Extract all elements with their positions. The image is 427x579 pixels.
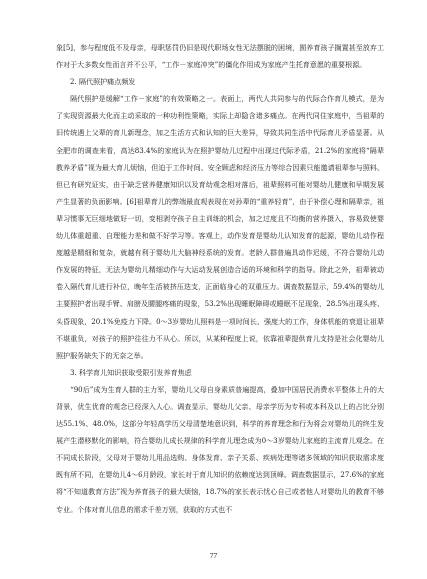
section-heading-2: 2. 隔代照护痛点频发 (70, 77, 136, 87)
paragraph-intergenerational-care: 隔代照护是缓解“工作－家庭”的有效策略之一。表面上，两代人共同参与的代际合作育儿模式，是为了实现资源最大化而主动采取的一种功利性策略，实际上却隐含诸多痛点。在两代同住家庭中，当祖辈的旧传统遇上父辈的育儿新理念，加之生活方式和认知的巨大差异，导致共同生活中代际育儿矛盾显著。从全肥市的调查来看，高达83.4%的家庭认为在照护婴幼儿过程中出现过代际矛盾，21.2%的家庭将“隔辈教养矛盾”视为最大育儿烦恼，但迫于工作时间、安全顾虑和经济压力等综合因素只能邀请祖辈参与照料。但已有研究证实，由于缺乏营养健康知识以及育幼观念相对落后，祖辈照料可能对婴幼儿健康和早期发展产生显著的负面影响。[6]祖辈育儿的弊端最直观表现在对孙辈的“重养轻育”，由于补偿心理和隔辈亲，祖辈习惯事无巨细地做好一切，变相剥夺孩子自主训练的机会，加之过度且不均衡的营养摄入，容易致使婴幼儿体重超重、自理能力差和做不好学习等。客观上，动作发育是婴幼儿认知发育的起源，婴幼儿动作程度越是精细和复杂，就越有利于婴幼儿大脑神经系统的发育。老龄人群普遍具动作迟缓，不符合婴幼儿动作发展的特征，无法为婴幼儿精细动作与大运动发展创造合适的环境和科学的指导。除此之外，祖辈被动卷入隔代育儿进行补位，晚年生活被挤压迭支，正面临身心的双重压力。调查数据显示，59.4%的婴幼儿主要照护者出现手臂、肩膀及腰腿疼痛的现象，53.2%出现睡眠障碍或睡眠不足现象，28.5%出现头疼、头昏现象，20.1%免疫力下降。0～3岁婴幼儿照料是一项时间长、强度大的工作，身体机能的衰退让祖辈不堪重负，对孩子的照护往往力不从心。所以，从某种程度上说，依靠祖辈提供育儿支持是社会化婴幼儿照护服务缺失下的无奈之举。 (56, 94, 384, 360)
paragraph-scientific-parenting: “90后”成为生育人群的主力军，婴幼儿父母自身素质普遍提高，叠加中国居民消费水平整体上升的大背景，优生优育的观念已经深入人心。调查显示，婴幼儿父亲、母亲学历为专科或本科及以上的占比分别达55.1%、48.0%，这部分年轻高学历父母清楚地意识到，科学的养育理念和行为将会对婴幼儿的终生发展产生潜移默化的影响，符合婴幼儿成长规律的科学育儿理念成为0～3岁婴幼儿家庭的主流育儿观念。在不同成长阶段，父母对于婴幼儿用品选购、身体发育、亲子关系、疾病处理等诸多领域的知识获取需求度既有所不同，在婴幼儿4～6月龄段，家长对于育儿知识的依赖度达到顶峰。调查数据显示，27.6%的家庭将“不知道教育方法”视为养育孩子的最大烦恼，18.7%的家长表示忧心自己或者他人对婴幼儿的教育不够专业。个体对育儿信息的需求千差万别，获取的方式也不 (56, 384, 384, 514)
section-heading-3: 3. 科学育儿知识获取受限引发养育焦虑 (70, 367, 192, 377)
paragraph-continued: 象[5]，参与程度低不及母亲，母职惩罚仍旧是现代职场女性无法摆脱的困境，囿养育孩子搁置甚至放弃工作对于大多数女性而言并不公平，“工作－家庭冲突”的僵化作用成为家庭产生托育意愿的重要根源。 (56, 43, 384, 70)
page-number: 77 (209, 551, 218, 560)
page-body (56, 39, 384, 518)
